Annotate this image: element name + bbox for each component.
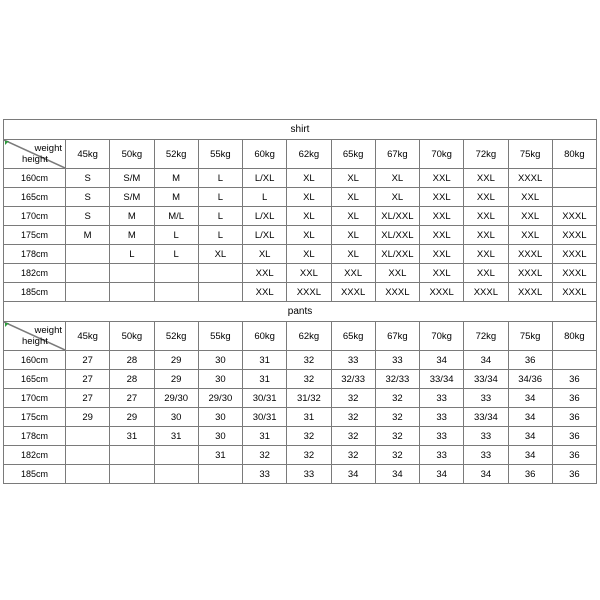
size-cell: 28 [110,370,154,389]
size-cell: XXXL [552,283,596,302]
shirt-corner-cell [4,140,66,169]
size-cell: XL [331,207,375,226]
corner-marker-icon [5,323,9,327]
size-cell: 36 [552,465,596,484]
size-cell: 33 [331,351,375,370]
size-cell [66,283,110,302]
size-cell: XXL [508,188,552,207]
size-cell: 31 [198,446,242,465]
weight-header-cell: 70kg [420,322,464,351]
size-cell: 32 [375,389,419,408]
size-cell: XL [287,207,331,226]
size-cell [552,351,596,370]
height-label-cell: 160cm [4,169,66,188]
size-cell [552,188,596,207]
weight-header-cell: 65kg [331,140,375,169]
size-cell [154,264,198,283]
size-cell: 34 [420,465,464,484]
size-cell: 27 [110,389,154,408]
size-cell: XXL [420,226,464,245]
size-cell: XXL [420,207,464,226]
size-cell: 36 [552,427,596,446]
weight-header-cell: 45kg [66,140,110,169]
size-cell: XXL [464,245,508,264]
size-cell: XXXL [552,207,596,226]
size-cell: S [66,188,110,207]
height-label-cell: 178cm [4,427,66,446]
size-cell: XXL [508,226,552,245]
height-label-cell: 185cm [4,465,66,484]
size-cell: XXXL [508,264,552,283]
size-cell: XXXL [552,226,596,245]
shirt-table-row [4,245,597,264]
size-cell: XL [331,188,375,207]
size-cell: 36 [552,370,596,389]
weight-header-cell: 65kg [331,322,375,351]
size-cell: 36 [508,465,552,484]
corner-marker-icon [5,141,9,145]
size-cell: 29/30 [198,389,242,408]
size-cell: 32 [243,446,287,465]
size-cell: 30 [198,427,242,446]
size-cell: XXL [420,169,464,188]
size-cell: XL [287,226,331,245]
size-cell: XL [331,226,375,245]
size-cell: XXL [464,264,508,283]
size-cell: 32 [287,427,331,446]
size-cell: XXXL [375,283,419,302]
weight-header-cell: 72kg [464,140,508,169]
size-cell: 29 [66,408,110,427]
size-cell: XXXL [552,245,596,264]
size-cell: 32 [375,427,419,446]
size-cell: 33 [420,427,464,446]
height-label-cell: 165cm [4,188,66,207]
shirt-table-row [4,283,597,302]
height-label-cell: 178cm [4,245,66,264]
size-cell: 31 [154,427,198,446]
size-cell: XL [331,169,375,188]
size-cell: 34 [420,351,464,370]
size-cell: 31 [243,351,287,370]
weight-axis-label: weight [34,325,62,336]
weight-header-cell: 50kg [110,322,154,351]
size-cell: 33/34 [420,370,464,389]
shirt-section-title: shirt [4,120,597,140]
size-cell: XXXL [420,283,464,302]
size-cell: 29/30 [154,389,198,408]
size-cell: 36 [552,446,596,465]
size-cell: XXL [420,245,464,264]
weight-header-cell: 75kg [508,140,552,169]
size-cell: 33 [420,408,464,427]
height-label-cell: 175cm [4,408,66,427]
weight-header-cell: 55kg [198,322,242,351]
size-cell: 32 [287,446,331,465]
size-cell: 34 [375,465,419,484]
size-cell: 33 [464,427,508,446]
size-cell: XXL [375,264,419,283]
size-cell: M [110,226,154,245]
size-cell [110,465,154,484]
size-cell: 28 [110,351,154,370]
size-cell: M [110,207,154,226]
size-cell: 33 [464,446,508,465]
weight-header-cell: 55kg [198,140,242,169]
size-cell: 29 [154,370,198,389]
size-cell: S/M [110,169,154,188]
size-cell: L [198,169,242,188]
weight-axis-label: weight [34,143,62,154]
size-cell: XXL [243,283,287,302]
size-cell: 31 [110,427,154,446]
weight-header-cell: 60kg [243,140,287,169]
size-cell: XXL [508,207,552,226]
size-cell: XL [198,245,242,264]
size-cell: 31 [287,408,331,427]
size-cell [198,465,242,484]
size-cell: 34 [508,427,552,446]
size-cell: 34 [331,465,375,484]
size-cell: 36 [552,389,596,408]
size-cell [110,264,154,283]
pants-table-row [4,465,597,484]
size-cell: M [154,188,198,207]
size-cell: 33/34 [464,408,508,427]
height-label-cell: 182cm [4,264,66,283]
weight-header-cell: 67kg [375,140,419,169]
size-chart-table [3,119,597,484]
weight-header-cell: 50kg [110,140,154,169]
size-cell: 31 [243,427,287,446]
size-cell [66,245,110,264]
size-cell: XXL [420,188,464,207]
size-cell: XXL [464,226,508,245]
size-cell [198,264,242,283]
size-cell: L/XL [243,226,287,245]
size-cell: 31 [243,370,287,389]
size-cell [154,446,198,465]
size-cell: 34/36 [508,370,552,389]
pants-corner-cell [4,322,66,351]
weight-header-cell: 45kg [66,322,110,351]
weight-header-cell: 62kg [287,322,331,351]
size-cell: XXL [287,264,331,283]
size-cell: XL [375,188,419,207]
size-cell: 30 [198,351,242,370]
size-cell: 36 [508,351,552,370]
size-cell: L [154,226,198,245]
size-cell: M [154,169,198,188]
size-cell: 33 [375,351,419,370]
size-cell: XXL [464,169,508,188]
size-cell: XL [287,188,331,207]
size-cell: L/XL [243,207,287,226]
size-cell: 30/31 [243,389,287,408]
size-cell: M [66,226,110,245]
size-cell: XL [331,245,375,264]
pants-section-title: pants [4,302,597,322]
shirt-title-row [4,120,597,140]
size-cell: 33 [420,389,464,408]
weight-header-cell: 52kg [154,322,198,351]
height-label-cell: 185cm [4,283,66,302]
size-cell: L [198,188,242,207]
height-label-cell: 175cm [4,226,66,245]
size-cell: S [66,169,110,188]
size-cell: XXXL [331,283,375,302]
size-cell: 29 [110,408,154,427]
size-cell: XXXL [287,283,331,302]
weight-header-cell: 67kg [375,322,419,351]
size-cell: 27 [66,389,110,408]
weight-header-cell: 80kg [552,322,596,351]
size-cell: XXXL [508,169,552,188]
size-cell [552,169,596,188]
size-cell: XXXL [508,283,552,302]
size-cell: M/L [154,207,198,226]
size-cell: 36 [552,408,596,427]
size-cell: 32 [331,446,375,465]
size-cell: 29 [154,351,198,370]
size-cell: L [243,188,287,207]
size-cell: 32 [331,427,375,446]
size-cell: XL/XXL [375,226,419,245]
size-cell: 30/31 [243,408,287,427]
size-cell: XXXL [552,264,596,283]
size-cell [110,283,154,302]
size-cell [66,465,110,484]
size-cell: 32 [287,351,331,370]
size-cell: XXL [464,188,508,207]
size-cell [154,465,198,484]
pants-header-row [4,322,597,351]
weight-header-cell: 75kg [508,322,552,351]
size-cell: L [198,226,242,245]
size-cell: XXL [464,207,508,226]
size-cell: 34 [464,351,508,370]
pants-table-row [4,427,597,446]
size-cell: 34 [508,389,552,408]
height-axis-label: height [22,154,48,165]
size-cell: 32/33 [375,370,419,389]
size-cell: XL [243,245,287,264]
size-cell: 34 [508,408,552,427]
shirt-table-row [4,188,597,207]
size-cell [110,446,154,465]
size-cell: XXXL [464,283,508,302]
pants-table-row [4,351,597,370]
size-cell: 32/33 [331,370,375,389]
size-cell [66,446,110,465]
size-cell: L/XL [243,169,287,188]
shirt-table-row [4,207,597,226]
size-cell: 30 [198,370,242,389]
size-cell: XL [375,169,419,188]
height-axis-label: height [22,336,48,347]
size-cell: 34 [464,465,508,484]
size-cell: 30 [154,408,198,427]
height-label-cell: 170cm [4,389,66,408]
size-cell: XL [287,169,331,188]
height-label-cell: 165cm [4,370,66,389]
size-chart [3,119,597,484]
size-cell: 33 [464,389,508,408]
size-cell: 33 [243,465,287,484]
pants-table-row [4,370,597,389]
size-cell: XL [287,245,331,264]
size-cell: S [66,207,110,226]
size-cell: L [110,245,154,264]
height-label-cell: 170cm [4,207,66,226]
size-cell: S/M [110,188,154,207]
size-cell: XXL [243,264,287,283]
size-cell: 32 [287,370,331,389]
size-cell: 33/34 [464,370,508,389]
size-cell: 27 [66,370,110,389]
size-cell: 30 [198,408,242,427]
shirt-table-row [4,169,597,188]
size-cell: L [154,245,198,264]
size-cell: XXXL [508,245,552,264]
size-cell [66,427,110,446]
size-cell: 31/32 [287,389,331,408]
shirt-header-row [4,140,597,169]
size-cell [198,283,242,302]
size-cell: 27 [66,351,110,370]
weight-header-cell: 60kg [243,322,287,351]
height-label-cell: 160cm [4,351,66,370]
size-cell: 32 [375,408,419,427]
size-cell: 32 [375,446,419,465]
size-cell: XL/XXL [375,245,419,264]
weight-header-cell: 62kg [287,140,331,169]
weight-header-cell: 72kg [464,322,508,351]
size-cell: L [198,207,242,226]
size-cell: 32 [331,408,375,427]
size-cell [66,264,110,283]
weight-header-cell: 80kg [552,140,596,169]
size-cell [154,283,198,302]
size-cell: XL/XXL [375,207,419,226]
weight-header-cell: 52kg [154,140,198,169]
size-cell: 33 [420,446,464,465]
weight-header-cell: 70kg [420,140,464,169]
size-cell: 34 [508,446,552,465]
height-label-cell: 182cm [4,446,66,465]
pants-table-row [4,446,597,465]
size-cell: XXL [331,264,375,283]
size-cell: XXL [420,264,464,283]
pants-title-row [4,302,597,322]
size-cell: 33 [287,465,331,484]
shirt-table-row [4,226,597,245]
size-cell: 32 [331,389,375,408]
pants-table-row [4,408,597,427]
pants-table-row [4,389,597,408]
shirt-table-row [4,264,597,283]
